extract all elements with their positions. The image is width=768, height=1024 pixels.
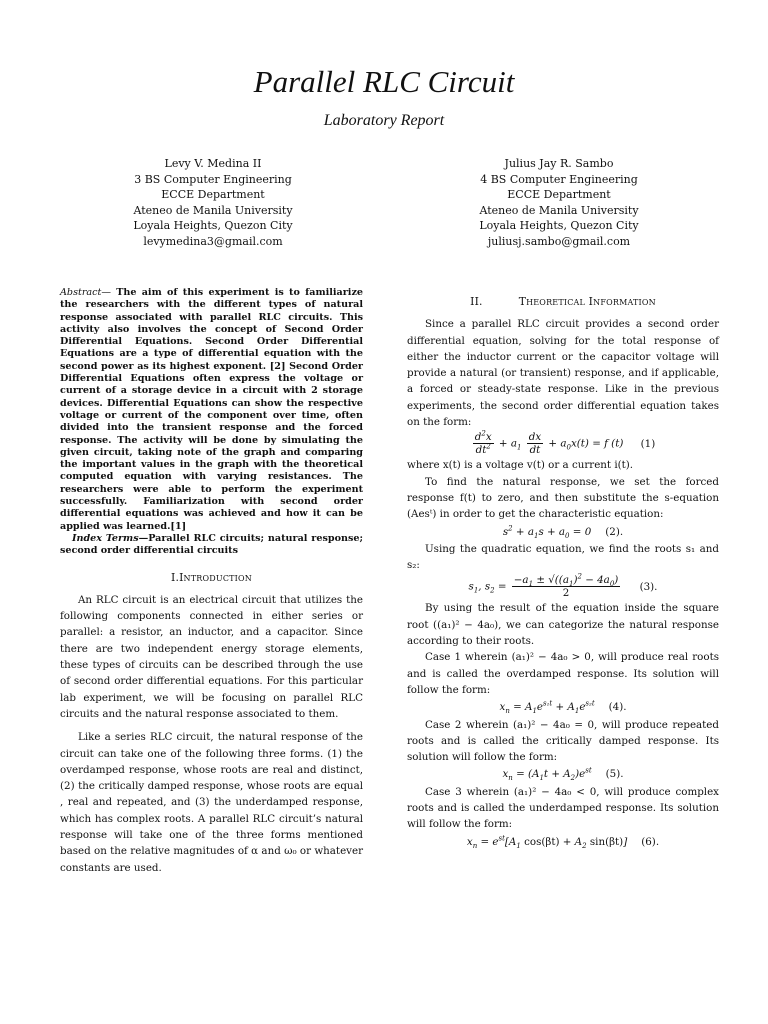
index-terms-text: —Parallel RLC circuits; natural response; second order differential circuits	[60, 532, 363, 557]
equation-2: $s^2 + a_1s + a_0 = 0$ (2).	[502, 524, 624, 540]
equation-number: (6).	[641, 835, 660, 848]
theory-paragraph-1: Since a parallel RLC circuit provides a second order differential equation, solving for the total response of either the inductor current or the capacitor voltage will provide a natural (or transient) response, and if applicable, a forced or steady-state response. Like in the previous experiments, the second order differential equation takes on the form:	[407, 318, 719, 429]
author-name: Levy V. Medina II	[164, 157, 262, 170]
author-block-1	[88, 156, 338, 250]
author-location: Loyala Heights, Quezon City	[479, 219, 639, 233]
theory-paragraph-3: To find the natural response, we set the forced response f(t) to zero, and then substitute the s-equation (Aesᵗ) in order to get the characteristic equation:	[407, 475, 719, 521]
author-email: levymedina3@gmail.com	[143, 234, 283, 248]
equation-3: $s_1$, $s_2$ = $\frac{-a_1 \pm √((a_1)^2 - 4a_0)}{2}$ (3).	[468, 573, 658, 600]
author-email: juliusj.sambo@gmail.com	[487, 234, 631, 248]
equation-1: $\frac{d^2x}{dt^2}$ + $a_1$ $\frac{dx}{dt}$ + $a_0x(t) = f$ (t) (1)	[474, 429, 656, 457]
abstract-lead: Abstract—	[60, 287, 111, 298]
equation-number: (5).	[605, 768, 624, 781]
equation-number: (2).	[605, 525, 624, 538]
equation-number: (3).	[639, 580, 658, 593]
section-heading-introduction: I.Introduction	[170, 570, 252, 584]
equation-5: $x_n = (A_1t + A_2)e^{st}$ (5).	[502, 767, 624, 783]
author-department: ECCE Department	[507, 188, 611, 202]
paper-subtitle: Laboratory Report	[323, 112, 445, 129]
author-name: Julius Jay R. Sambo	[504, 157, 614, 170]
section-heading-theory	[407, 294, 719, 310]
equation-number: (4).	[608, 701, 627, 714]
equation-6: $x_n = e^{st}[A_1$ $\cos(\beta t) + A_2$ sin(βt)] (6).	[466, 834, 660, 850]
theory-paragraph-8: Case 3 wherein (a₁)² − 4a₀ < 0, will produce complex roots and is called the underdamped response. Its solution will follow the form:	[407, 785, 719, 831]
section-number: II.	[470, 295, 483, 308]
left-column	[60, 287, 363, 876]
abstract-text: The aim of this experiment is to familiarize the researchers with the different types of natural response associated with parallel RLC circuits. This activity also involves the concept of Second Order Differential Equations. Second Order Differential Equations are a type of differential equation with the second power as its highest exponent. [2] Second Order Differential Equations often express the voltage or current of a storage device in a circuit with 2 storage devices. Differential Equations can show the respective voltage or current of the component over time, often divided into the transient response and the forced response. The activity will be done by simulating the given circuit, taking note of the graph and comparing the important values in the graph with the theoretical computed equation with varying resistances. The researchers were able to perform the experiment successfully. Familiarization with second order differential equations was achieved and how it can be applied was learned.[1]	[60, 287, 363, 532]
theory-paragraph-5: By using the result of the equation inside the square root ((a₁)² − 4a₀), we can categorize the natural response according to their roots.	[407, 602, 719, 648]
abstract	[60, 287, 363, 533]
equation-4: $x_n = A_1e^{s_1t} + A_1e^{s_2t}$ (4).	[499, 699, 627, 716]
equation-number: (1)	[640, 437, 656, 450]
author-university: Ateneo de Manila University	[479, 203, 639, 217]
author-department: ECCE Department	[161, 188, 265, 202]
author-program: 3 BS Computer Engineering	[134, 172, 292, 186]
index-terms-lead: Index Terms	[72, 532, 139, 544]
intro-paragraph-1: An RLC circuit is an electrical circuit that utilizes the following components connected in either series or parallel: a resistor, an inductor, and a capacitor. Since there are two independent energy storage elements, these types of circuits can be described through the use of second order differential equations. For this particular lab experiment, we will be focusing on parallel RLC circuits and the natural response associated to them.	[60, 593, 363, 720]
theory-paragraph-6: Case 1 wherein (a₁)² − 4a₀ > 0, will produce real roots and is called the overdamped response. Its solution will follow the form:	[407, 651, 719, 696]
section-title: Theoretical Information	[518, 295, 656, 308]
author-block-2	[434, 156, 684, 250]
intro-paragraph-2: Like a series RLC circuit, the natural response of the circuit can take one of the following three forms. (1) the overdamped response, whose roots are real and distinct, (2) the critically damped response, whose roots are equal , real and repeated, and (3) the underdamped response, which has complex roots. A parallel RLC circuit’s natural response will take one of the three forms mentioned based on the relative magnitudes of α and ω₀ or whatever constants are used.	[60, 731, 363, 874]
paper-title: Parallel RLC Circuit	[253, 64, 515, 99]
author-program: 4 BS Computer Engineering	[480, 172, 638, 186]
author-university: Ateneo de Manila University	[133, 203, 293, 217]
theory-paragraph-2: where x(t) is a voltage v(t) or a current i(t).	[407, 459, 634, 472]
right-column	[407, 294, 719, 851]
theory-paragraph-7: Case 2 wherein (a₁)² − 4a₀ = 0, will produce repeated roots and is called the critically damped response. Its solution will follow the form:	[407, 718, 719, 764]
theory-paragraph-4: Using the quadratic equation, we find the roots s₁ and s₂:	[407, 542, 719, 572]
author-location: Loyala Heights, Quezon City	[133, 219, 293, 233]
index-terms	[60, 533, 363, 558]
